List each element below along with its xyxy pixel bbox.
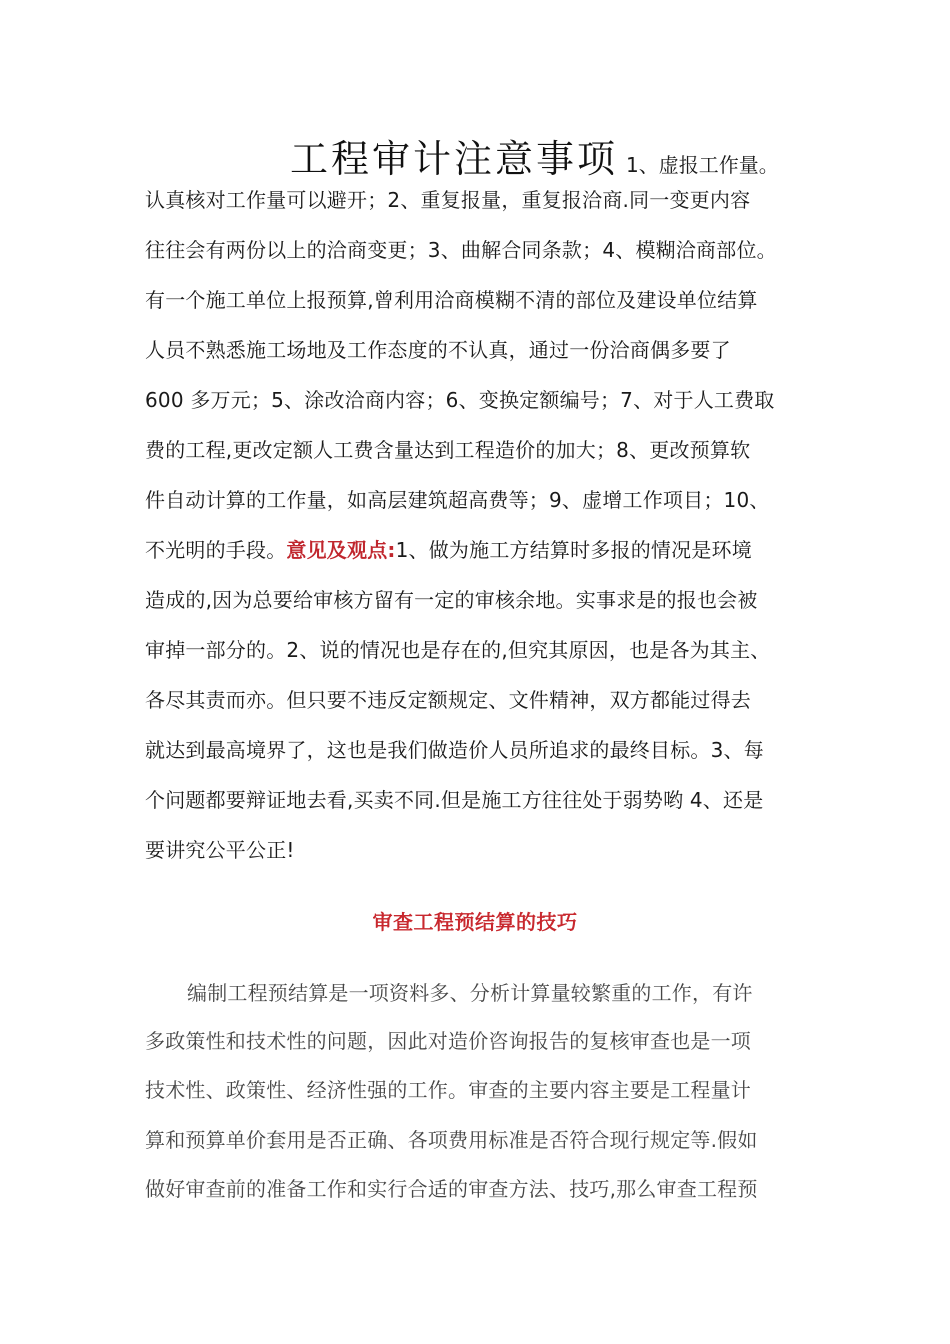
- para1-line-4: 人员不熟悉施工场地及工作态度的不认真，通过一份洽商偶多要了: [145, 338, 731, 362]
- opinion-highlight: 意见及观点:: [286, 538, 396, 562]
- title-row: [290, 128, 779, 183]
- para2-line-4: 算和预算单价套用是否正确、各项费用标准是否符合现行规定等.假如: [145, 1128, 758, 1152]
- document-title: 工程审计注意事项: [290, 137, 619, 181]
- para1-tail-line-5: 个问题都要辩证地去看,买卖不同.但是施工方往往处于弱势哟 4、还是: [145, 788, 764, 812]
- para1-tail-line-2: 审掉一部分的。2、说的情况也是存在的,但究其原因，也是各为其主、: [145, 638, 771, 662]
- para2-line-2: 多政策性和技术性的问题，因此对造价咨询报告的复核审查也是一项: [145, 1029, 751, 1053]
- para2-line-3: 技术性、政策性、经济性强的工作。审查的主要内容主要是工程量计: [145, 1078, 751, 1102]
- para1-line-1: 认真核对工作量可以避开；2、重复报量，重复报洽商.同一变更内容: [145, 188, 751, 212]
- para1-tail-line-6: 要讲究公平公正!: [145, 838, 295, 862]
- para1-line-6: 费的工程,更改定额人工费含量达到工程造价的加大；8、更改预算软: [145, 438, 751, 462]
- para1-mixed-line: [145, 537, 752, 563]
- para2-line-5: 做好审查前的准备工作和实行合适的审查方法、技巧,那么审查工程预: [145, 1177, 758, 1201]
- para1-line-5: 600 多万元；5、涂改洽商内容；6、变换定额编号；7、对于人工费取: [145, 388, 775, 412]
- title-tail-text: 1、虚报工作量。: [626, 153, 779, 177]
- para1-line-3: 有一个施工单位上报预算,曾利用洽商模糊不清的部位及建设单位结算: [145, 288, 758, 312]
- para1-tail-line-1: 造成的,因为总要给审核方留有一定的审核余地。实事求是的报也会被: [145, 588, 758, 612]
- para1-tail-line-4: 就达到最高境界了，这也是我们做造价人员所追求的最终目标。3、每: [145, 738, 764, 762]
- para2-line-1: 编制工程预结算是一项资料多、分析计算量较繁重的工作，有许: [187, 981, 753, 1005]
- para1-line-7: 件自动计算的工作量，如高层建筑超高费等；9、虚增工作项目；10、: [145, 488, 770, 512]
- mixed-line-before: 不光明的手段。: [145, 538, 287, 562]
- section-heading: 审查工程预结算的技巧: [372, 910, 578, 934]
- para1-line-2: 往往会有两份以上的洽商变更；3、曲解合同条款；4、模糊洽商部位。: [145, 238, 777, 262]
- para1-tail-line-3: 各尽其责而亦。但只要不违反定额规定、文件精神，双方都能过得去: [145, 688, 751, 712]
- mixed-line-after: 1、做为施工方结算时多报的情况是环境: [395, 538, 752, 562]
